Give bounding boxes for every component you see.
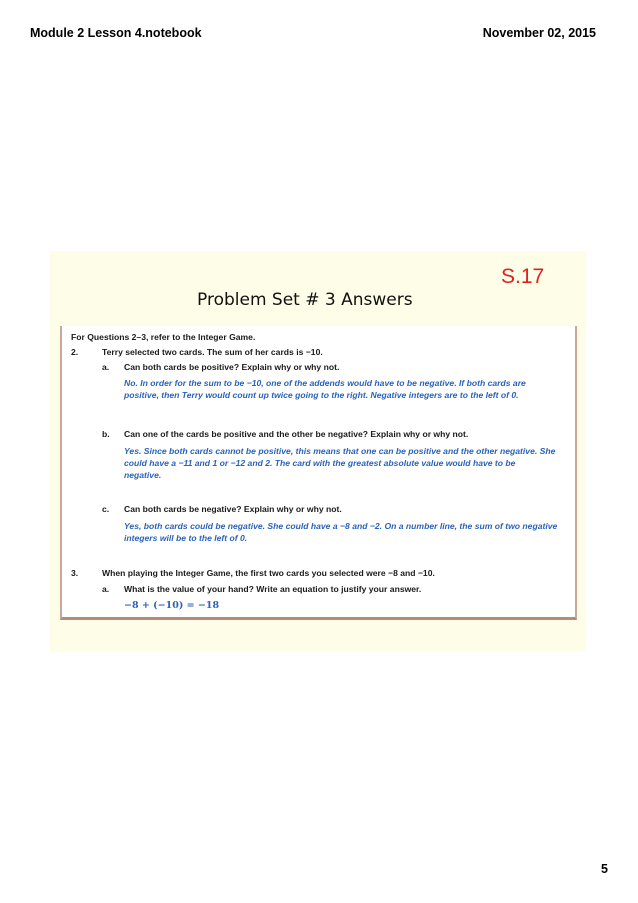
answer-line: No. In order for the sum to be −10, one of the addends would have to be negative. If both cards are — [124, 378, 526, 388]
answer-line: Yes, both cards could be negative. She could have a −8 and −2. On a number line, the sum of two negative — [124, 521, 558, 531]
answer-line: negative. — [124, 470, 162, 480]
page-number: 5 — [601, 862, 608, 876]
answer-line: positive, then Terry would count up twice going to the right. Negative integers are to the left of 0. — [124, 390, 519, 400]
part-question: Can both cards be negative? Explain why or why not. — [124, 504, 342, 514]
answer-line: integers will be to the left of 0. — [124, 533, 248, 543]
part-label: a. — [102, 584, 110, 594]
part-question: Can both cards be positive? Explain why or why not. — [124, 362, 340, 372]
part-label: c. — [102, 504, 110, 514]
question-text: Terry selected two cards. The sum of her cards is −10. — [102, 347, 323, 357]
question-number: 3. — [71, 568, 79, 578]
slide-code: S.17 — [501, 265, 545, 288]
question-text: When playing the Integer Game, the first two cards you selected were −8 and −10. — [102, 568, 435, 578]
part-label: b. — [102, 429, 110, 439]
question-number: 2. — [71, 347, 79, 357]
answer-line: could have a −11 and 1 or −12 and 2. The card with the greatest absolute value would have to be — [124, 458, 516, 468]
answer-equation: −8 + (−10) = −18 — [124, 600, 220, 611]
answers-image — [60, 326, 577, 620]
part-question: What is the value of your hand? Write an equation to justify your answer. — [124, 584, 422, 594]
notebook-slide — [50, 251, 586, 651]
document-title: Module 2 Lesson 4.notebook — [30, 26, 202, 40]
document-date: November 02, 2015 — [482, 26, 596, 40]
part-question: Can one of the cards be positive and the other be negative? Explain why or why not. — [124, 429, 469, 439]
part-label: a. — [102, 362, 110, 372]
answer-line: Yes. Since both cards cannot be positive, this means that one can be positive and the other negative. She — [124, 446, 556, 456]
slide-title: Problem Set # 3 Answers — [197, 290, 413, 310]
intro-text: For Questions 2–3, refer to the Integer Game. — [71, 332, 256, 342]
